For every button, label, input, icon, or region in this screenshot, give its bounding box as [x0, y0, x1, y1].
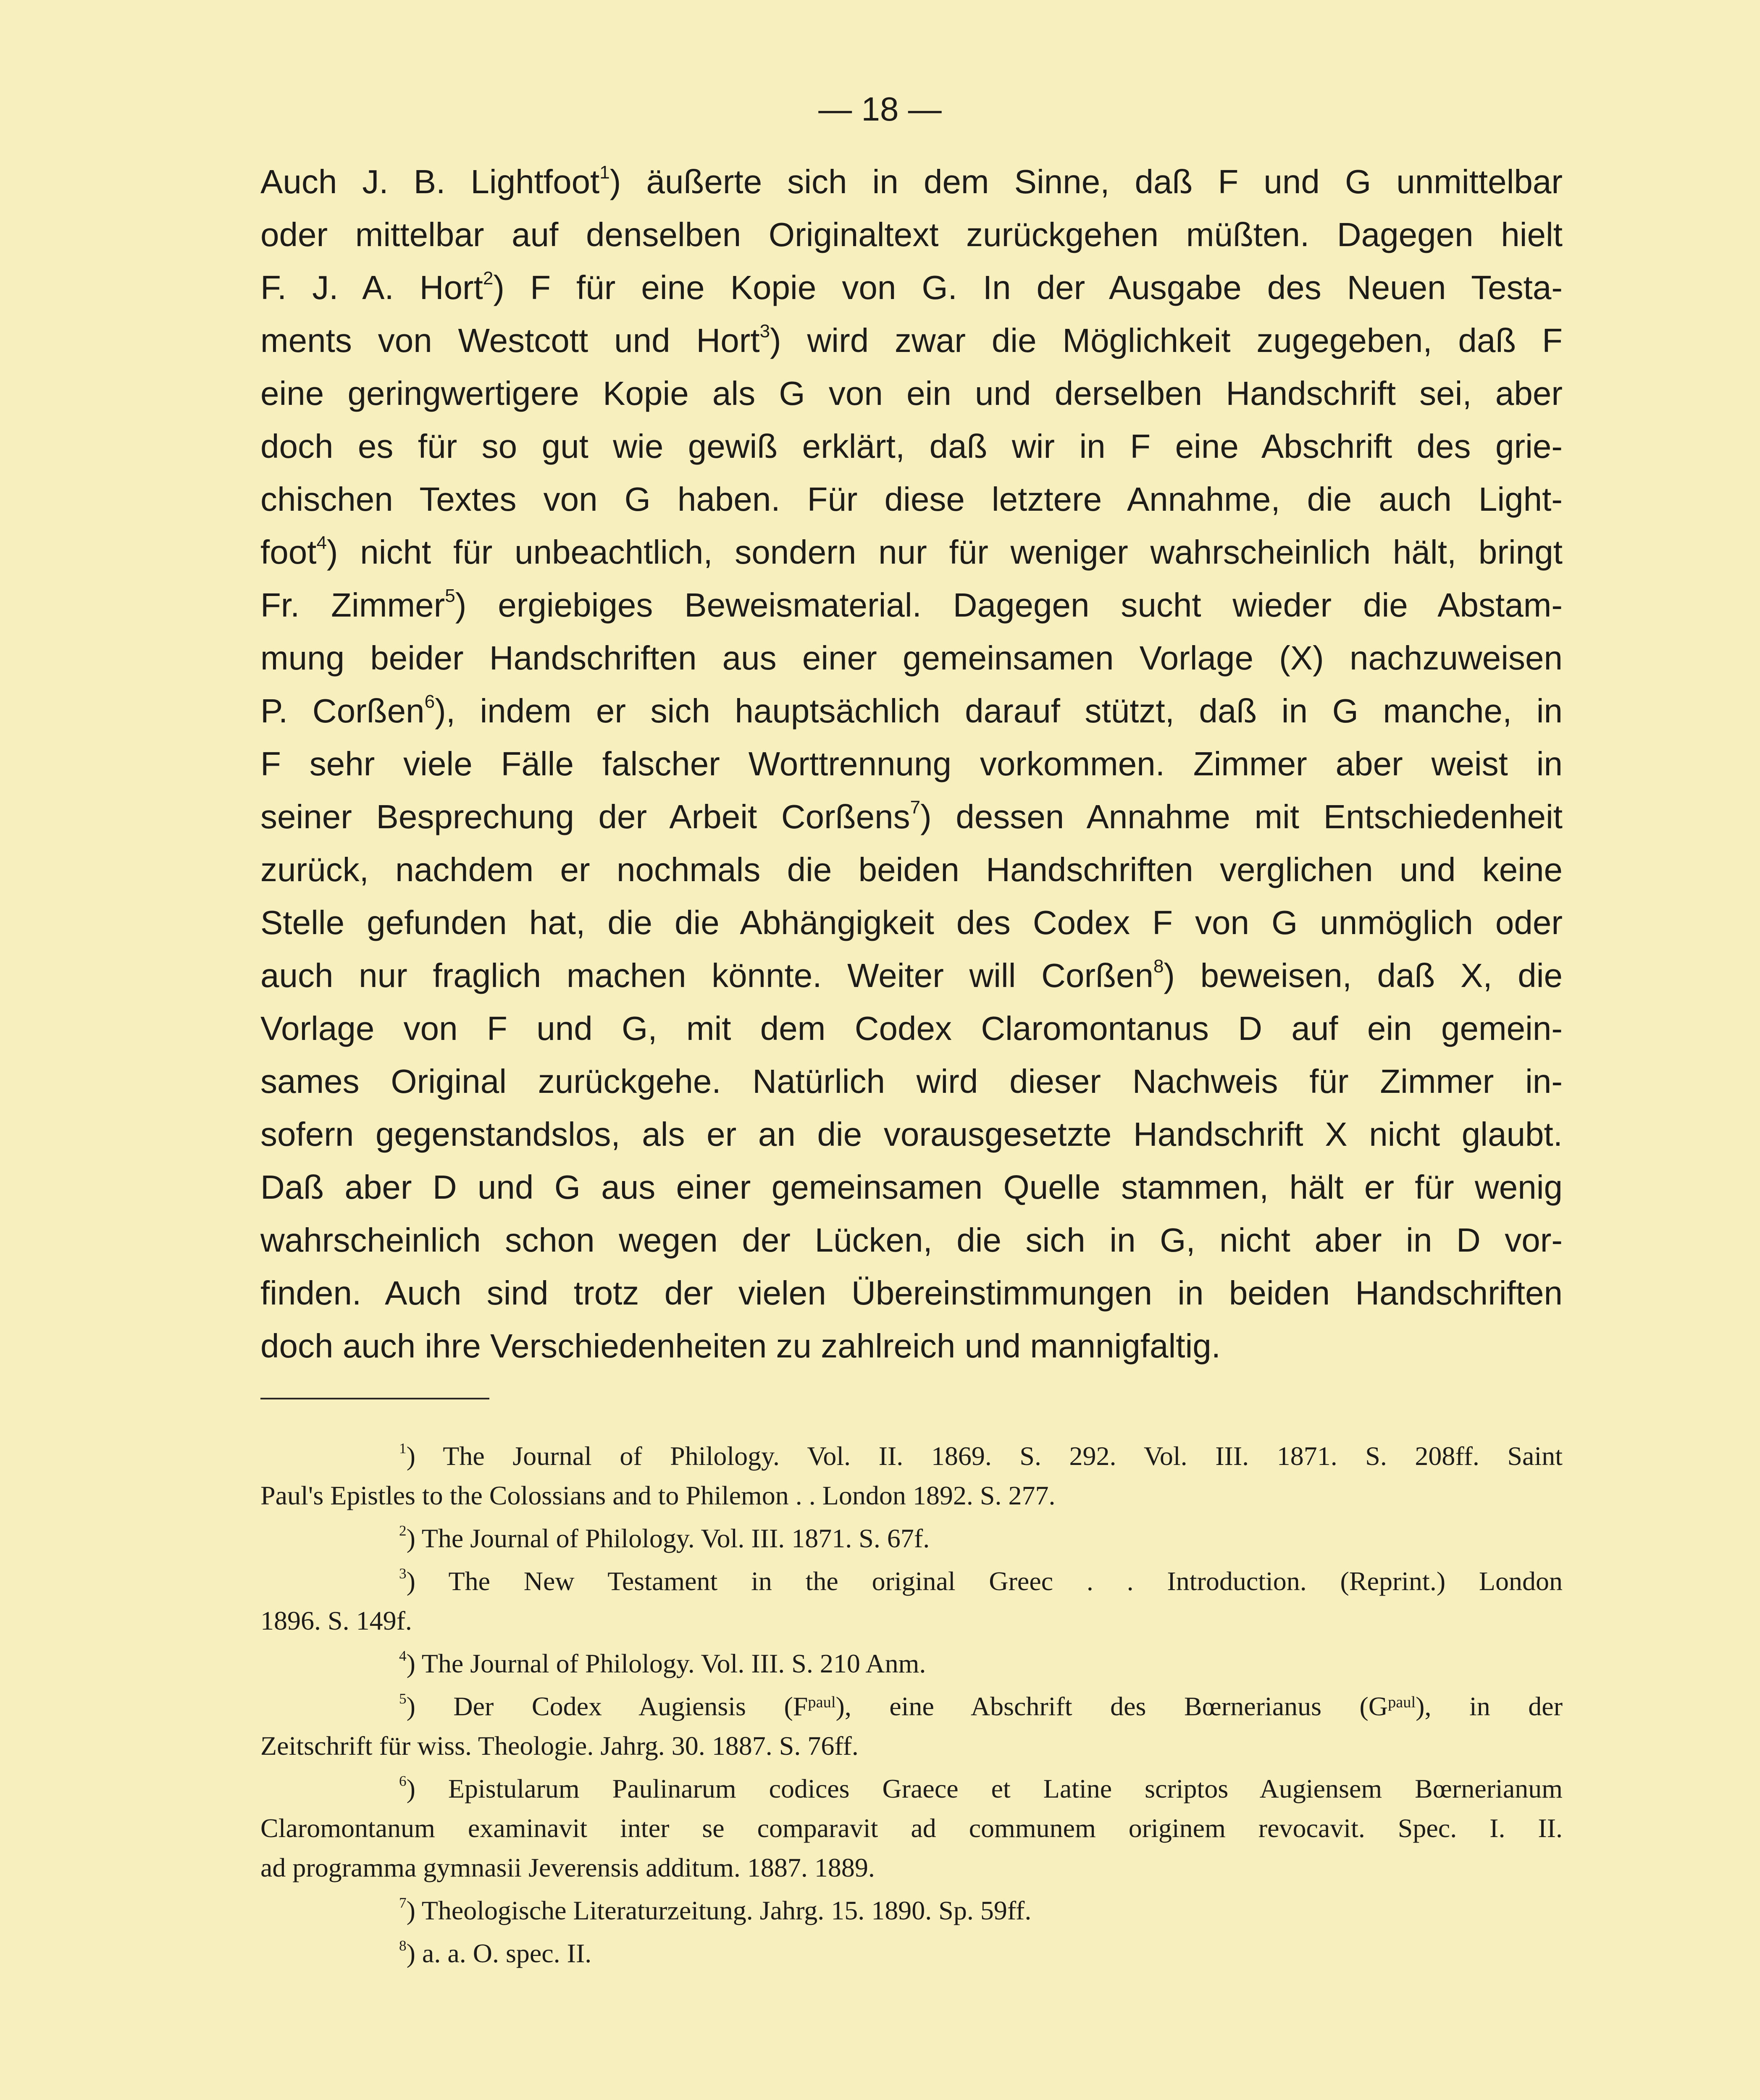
footnote-marker: 7 — [399, 1894, 407, 1911]
footnote-1-cont: Paul's Epistles to the Colossians and to Philemon . . London 1892. S. 277. — [260, 1480, 1056, 1510]
footnote-marker: 4 — [399, 1647, 407, 1664]
footnote-6-cont: Claromontanum examinavit inter se comparavit ad communem originem revocavit. Spec. I. II. — [260, 1813, 1563, 1843]
footnote-ref: 1 — [599, 162, 610, 183]
footnote-7: $^7$) Theologische Literaturzeitung. Jahrg. 15. 1890. Sp. 59ff. — [399, 1894, 1032, 1925]
footnote-marker: 1 — [399, 1440, 407, 1457]
body-line: finden. Auch sind trotz der vielen Übereinstimmungen in beiden Handschriften — [260, 1274, 1563, 1312]
body-line: eine geringwertigere Kopie als G von ein und derselben Handschrift sei, aber — [260, 375, 1563, 412]
body-line: oder mittelbar auf denselben Originaltext zurückgehen müßten. Dagegen hielt — [260, 216, 1563, 253]
body-text — [260, 155, 1563, 1373]
footnote-marker: 5 — [399, 1690, 407, 1707]
footnote-ref: 3 — [759, 320, 770, 341]
body-line: mung beider Handschriften aus einer gemeinsamen Vorlage (X) nachzuweisen — [260, 639, 1563, 677]
body-line: Auch J. B. Lightfoot$^1$) äußerte sich in dem Sinne, daß F und G unmittelbar — [260, 162, 1563, 200]
body-line: Stelle gefunden hat, die die Abhängigkeit des Codex F von G unmöglich oder — [260, 904, 1563, 941]
footnote-4: $^4$) The Journal of Philology. Vol. III. S. 210 Anm. — [399, 1647, 926, 1678]
body-line: wahrscheinlich schon wegen der Lücken, die sich in G, nicht aber in D vor- — [260, 1221, 1563, 1259]
footnote-ref: 2 — [483, 268, 494, 289]
body-line: Vorlage von F und G, mit dem Codex Claromontanus D auf ein gemein- — [260, 1010, 1563, 1047]
footnote-6-cont-2: ad programma gymnasii Jeverensis additum. 1887. 1889. — [260, 1853, 875, 1882]
body-line-last: doch auch ihre Verschiedenheiten zu zahlreich und mannigfaltig. — [260, 1327, 1221, 1365]
footnote-1: $^1$) The Journal of Philology. Vol. II. 1869. S. 292. Vol. III. 1871. S. 208ff. Saint — [399, 1440, 1563, 1471]
body-line: Daß aber D und G aus einer gemeinsamen Quelle stammen, hält er für wenig — [260, 1168, 1563, 1206]
footnote-marker: 8 — [399, 1937, 407, 1954]
footnotes — [260, 1436, 1563, 1973]
body-line: F. J. A. Hort$^2$) F für eine Kopie von G. In der Ausgabe des Neuen Testa- — [260, 268, 1563, 306]
body-line: doch es für so gut wie gewiß erklärt, daß wir in F eine Abschrift des grie- — [260, 428, 1563, 465]
body-line: sames Original zurückgehe. Natürlich wird dieser Nachweis für Zimmer in- — [260, 1063, 1563, 1100]
footnote-ref: 8 — [1153, 956, 1164, 976]
body-line: foot$^4$) nicht für unbeachtlich, sondern nur für weniger wahrscheinlich hält, bringt — [260, 532, 1563, 571]
footnote-2: $^2$) The Journal of Philology. Vol. III. 1871. S. 67f. — [399, 1522, 930, 1553]
footnote-ref: 5 — [445, 585, 455, 606]
footnote-3-cont: 1896. S. 149f. — [260, 1606, 412, 1635]
footnote-ref: 4 — [316, 532, 327, 553]
footnote-marker: 6 — [399, 1772, 407, 1789]
body-line: auch nur fraglich machen könnte. Weiter will Corßen$^8$) beweisen, daß X, die — [260, 956, 1563, 994]
body-line: sofern gegenstandslos, als er an die vorausgesetzte Handschrift X nicht glaubt. — [260, 1116, 1563, 1153]
body-line: ments von Westcott und Hort$^3$) wird zwar die Möglichkeit zugegeben, daß F — [260, 320, 1563, 359]
body-line: seiner Besprechung der Arbeit Corßens$^7$) dessen Annahme mit Entschiedenheit — [260, 797, 1563, 835]
footnote-separator — [260, 1398, 489, 1399]
body-line: Fr. Zimmer$^5$) ergiebiges Beweismaterial. Dagegen sucht wieder die Abstam- — [260, 585, 1563, 624]
body-line: F sehr viele Fälle falscher Worttrennung vorkommen. Zimmer aber weist in — [260, 745, 1563, 782]
page-number: — 18 — — [818, 90, 942, 128]
footnote-ref: 6 — [424, 691, 435, 712]
body-line: P. Corßen$^6$), indem er sich hauptsächlich darauf stützt, daß in G manche, in — [260, 691, 1563, 730]
footnote-5-cont: Zeitschrift für wiss. Theologie. Jahrg. 30. 1887. S. 76ff. — [260, 1731, 859, 1761]
footnote-8: $^8$) a. a. O. spec. II. — [399, 1937, 592, 1968]
footnote-6: $^6$) Epistularum Paulinarum codices Graece et Latine scriptos Augiensem Bœrnerianum — [399, 1772, 1563, 1803]
footnote-marker: 2 — [399, 1522, 407, 1539]
body-line: zurück, nachdem er nochmals die beiden Handschriften verglichen und keine — [260, 851, 1563, 888]
footnote-ref: 7 — [910, 797, 921, 818]
footnote-5: $^5$) Der Codex Augiensis $(F^{paul})$, eine Abschrift des Bœrnerianus $(G^{paul})$, in der — [399, 1690, 1563, 1721]
footnote-marker: 3 — [399, 1565, 407, 1582]
footnote-3: $^3$) The New Testament in the original Greec . . Introduction. (Reprint.) London — [399, 1565, 1563, 1596]
body-line: chischen Textes von G haben. Für diese letztere Annahme, die auch Light- — [260, 480, 1563, 518]
